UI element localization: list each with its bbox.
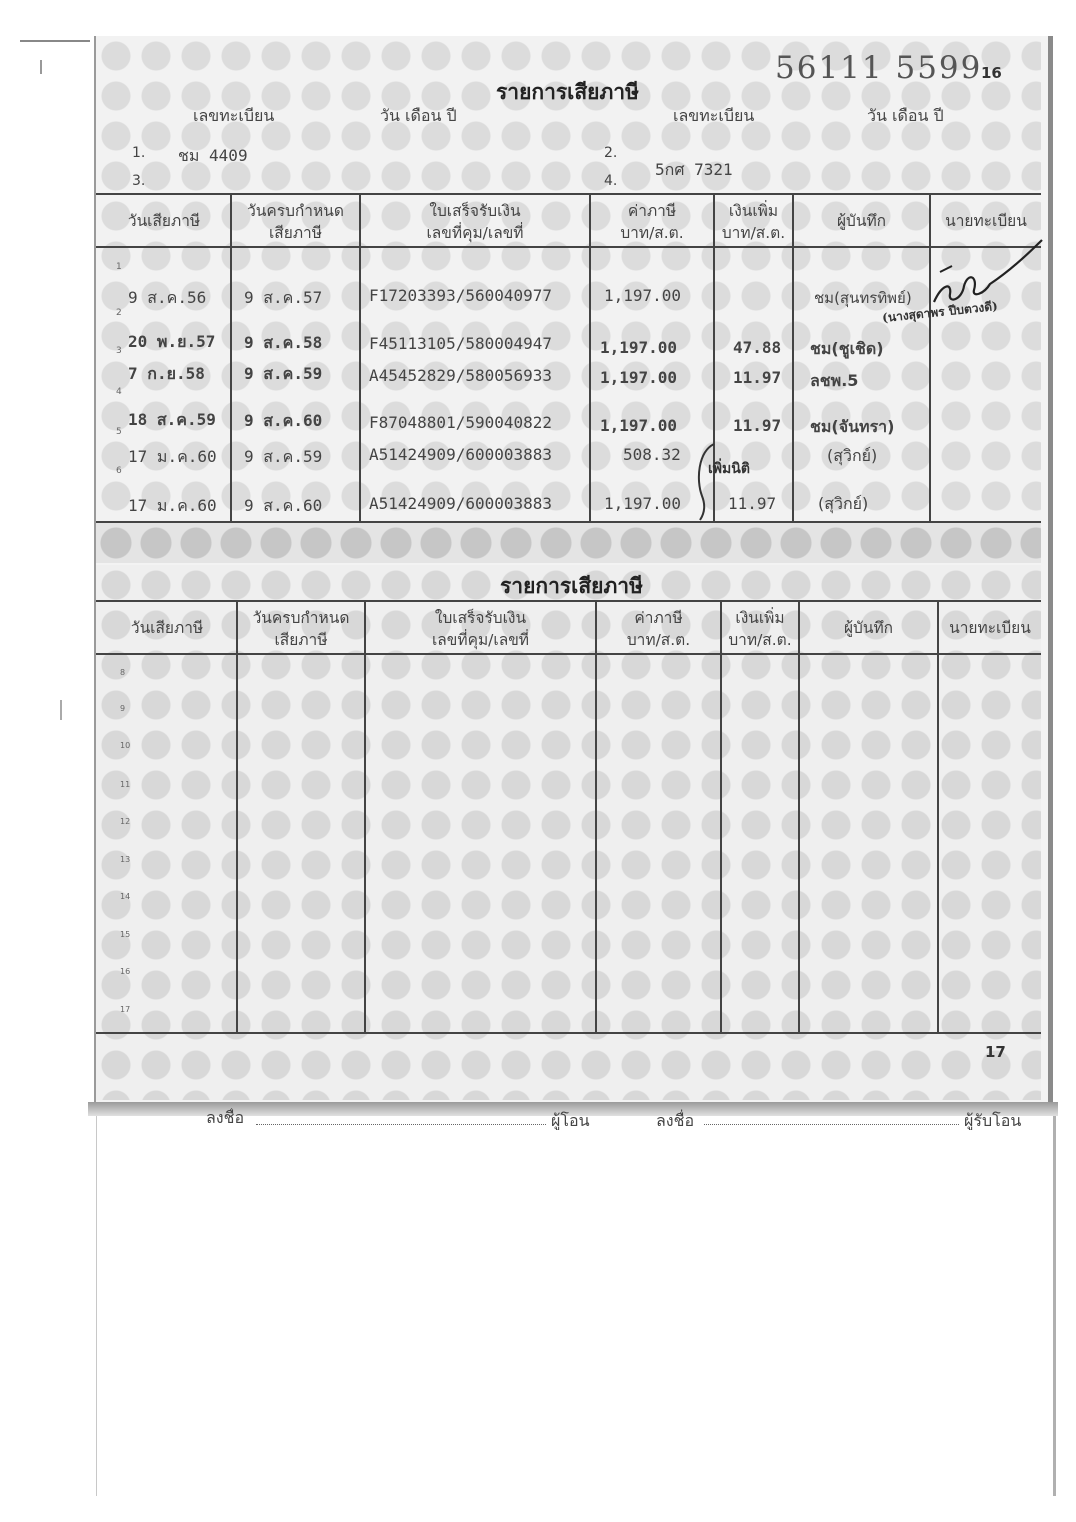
bottom-col-header-due-date: วันครบกำหนด เสียภาษี	[252, 609, 350, 649]
row4-tax: 1,197.00	[600, 416, 678, 435]
line-number: 16	[120, 967, 131, 976]
row6-tax: 1,197.00	[604, 494, 682, 513]
reg-num-1: 1.	[132, 145, 146, 161]
line-number: 10	[120, 741, 131, 750]
receiver-sign-field	[704, 1124, 959, 1125]
sign-label-2: ลงชื่อ	[656, 1111, 695, 1130]
row2-paid-date: 20 พ.ย.57	[128, 332, 216, 351]
row-line-number: 3	[116, 346, 122, 356]
registrar-name: (นางสุดาพร ปีบตวงดี)	[881, 298, 999, 326]
row5-due-date: 9 ส.ค.59	[244, 447, 323, 466]
row6-extra: 11.97	[728, 494, 777, 513]
row1-recorder: ชม(สุนทรทิพย์)	[814, 289, 912, 307]
reg-num-2: 2.	[604, 145, 618, 161]
row6-receipt: A51424909/600003883	[369, 494, 553, 513]
top-col-header-paid-date: วันเสียภาษี	[127, 212, 201, 230]
scan-edge-mark	[60, 700, 62, 720]
row4-receipt: F87048801/590040822	[369, 413, 553, 432]
reg-value-1: ชม 4409	[178, 146, 248, 165]
top-col-header-due-date: วันครบกำหนด เสียภาษี	[247, 202, 344, 242]
row-line-number: 6	[116, 466, 122, 476]
bottom-col-header-extra: เงินเพิ่ม บาท/ส.ต.	[728, 609, 792, 649]
row-line-number: 2	[116, 308, 122, 318]
line-number: 13	[120, 855, 131, 864]
row6-due-date: 9 ส.ค.60	[244, 496, 323, 515]
transferor-sign-field	[256, 1124, 546, 1125]
row1-receipt: F17203393/560040977	[369, 286, 553, 305]
line-number: 9	[120, 704, 126, 713]
line-number: 8	[120, 668, 126, 677]
row3-tax: 1,197.00	[600, 368, 678, 387]
row2-tax: 1,197.00	[600, 338, 678, 357]
top-col-header-receipt: ใบเสร็จรับเงิน เลขที่คุม/เลขที่	[426, 202, 524, 242]
handwritten-bracket	[692, 440, 722, 522]
top-section-title: รายการเสียภาษี	[496, 79, 639, 104]
scan-edge-mark	[40, 60, 42, 74]
row6-paid-date: 17 ม.ค.60	[128, 496, 217, 515]
reg-num-4: 4.	[604, 173, 618, 189]
row-line-number: 4	[116, 387, 122, 397]
bottom-col-header-paid-date: วันเสียภาษี	[130, 619, 204, 637]
row3-recorder: ลชพ.5	[810, 371, 859, 390]
line-number: 15	[120, 930, 131, 939]
row1-due-date: 9 ส.ค.57	[244, 288, 323, 307]
row2-extra: 47.88	[733, 338, 782, 357]
seal-band	[96, 523, 1041, 563]
handwritten-note: เพิ่มนิติ	[708, 461, 750, 477]
scan-edge-mark	[20, 40, 90, 42]
row2-due-date: 9 ส.ค.58	[244, 333, 323, 352]
row2-receipt: F45113105/580004947	[369, 334, 553, 353]
row6-recorder: (สุวิกย์)	[818, 494, 869, 513]
transferor-label: ผู้โอน	[551, 1111, 590, 1130]
row3-extra: 11.97	[733, 368, 782, 387]
row1-paid-date: 9 ส.ค.56	[128, 288, 207, 307]
top-col-header-recorder: ผู้บันทึก	[836, 212, 887, 230]
top-col-header-registrar: นายทะเบียน	[945, 212, 1027, 230]
row3-due-date: 9 ส.ค.59	[244, 364, 323, 383]
bottom-col-header-recorder: ผู้บันทึก	[843, 619, 894, 637]
reg-header-4: วัน เดือน ปี	[867, 106, 944, 125]
reg-num-3: 3.	[132, 173, 146, 189]
row-line-number: 1	[116, 262, 122, 272]
line-number: 14	[120, 892, 131, 901]
row4-recorder: ชม(จันทรา)	[810, 417, 895, 436]
bottom-col-header-receipt: ใบเสร็จรับเงิน เลขที่คุม/เลขที่	[431, 609, 530, 649]
row3-receipt: A45452829/580056933	[369, 366, 553, 385]
row5-receipt: A51424909/600003883	[369, 445, 553, 464]
line-number: 11	[120, 780, 131, 789]
reg-value-2: 5กศ 7321	[655, 160, 733, 179]
sign-label-1: ลงชื่อ	[206, 1108, 245, 1127]
receiver-label: ผู้รับโอน	[964, 1111, 1022, 1130]
signature-line	[96, 1108, 1052, 1130]
row4-extra: 11.97	[733, 416, 782, 435]
bottom-col-header-registrar: นายทะเบียน	[949, 619, 1031, 637]
reg-header-2: วัน เดือน ปี	[380, 106, 457, 125]
page-number-bottom: 17	[985, 1043, 1006, 1061]
row3-paid-date: 7 ก.ย.58	[128, 364, 205, 383]
top-col-header-tax: ค่าภาษี บาท/ส.ต.	[620, 202, 684, 242]
row4-paid-date: 18 ส.ค.59	[128, 410, 216, 429]
page-number-top: 16	[981, 64, 1002, 82]
row5-tax: 508.32	[623, 445, 681, 464]
top-col-header-extra: เงินเพิ่ม บาท/ส.ต.	[721, 202, 786, 242]
reg-header-1: เลขทะเบียน	[193, 106, 275, 125]
row5-recorder: (สุวิกย์)	[827, 446, 878, 465]
line-number: 17	[120, 1005, 131, 1014]
row4-due-date: 9 ส.ค.60	[244, 411, 323, 430]
line-number: 12	[120, 817, 131, 826]
blank-lower-page	[96, 1116, 1056, 1496]
bottom-col-header-tax: ค่าภาษี บาท/ส.ต.	[626, 609, 691, 649]
row5-paid-date: 17 ม.ค.60	[128, 447, 217, 466]
row1-tax: 1,197.00	[604, 286, 682, 305]
row-line-number: 5	[116, 427, 122, 437]
row2-recorder: ชม(ชูเชิด)	[810, 339, 884, 358]
handwritten-document-number: 56111 5599	[775, 50, 983, 86]
bottom-section-title: รายการเสียภาษี	[500, 573, 643, 598]
reg-header-3: เลขทะเบียน	[673, 106, 755, 125]
